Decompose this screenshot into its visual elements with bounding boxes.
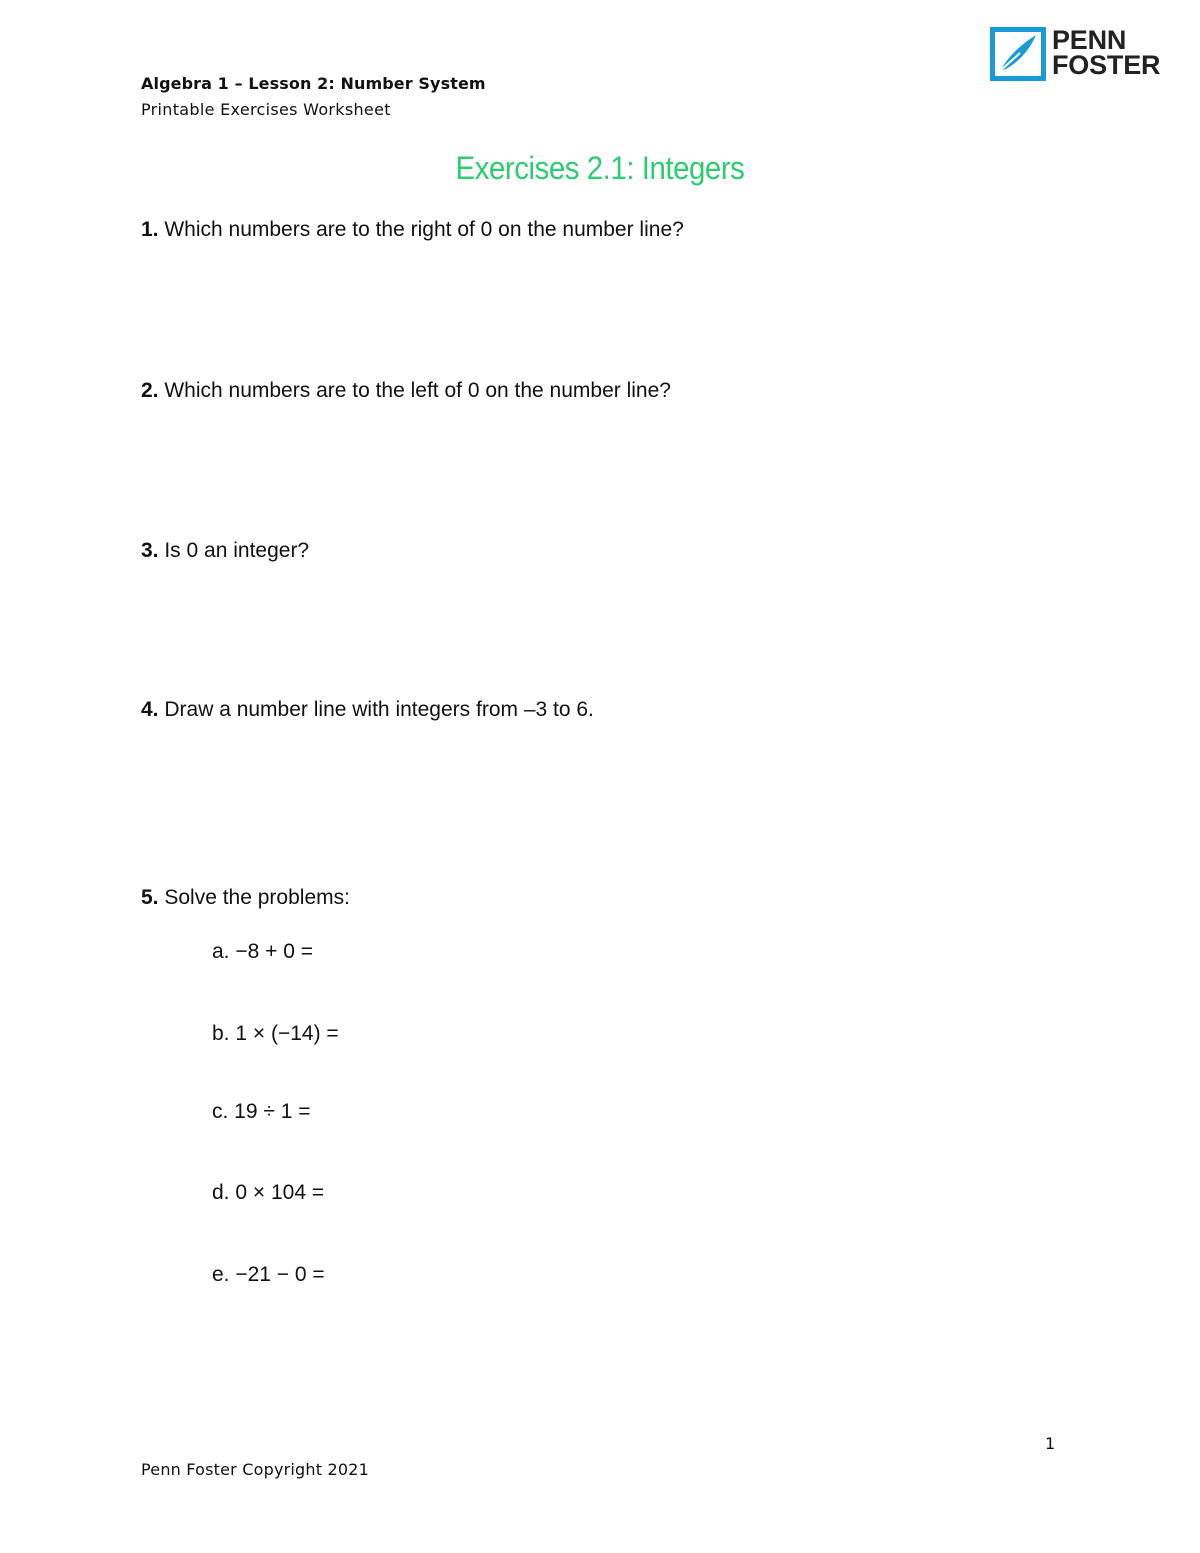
sub-problem-c: c. 19 ÷ 1 =	[212, 1100, 311, 1123]
question-text: Which numbers are to the right of 0 on the number line?	[158, 218, 684, 241]
copyright-footer: Penn Foster Copyright 2021	[141, 1460, 370, 1479]
page-number: 1	[1045, 1434, 1056, 1453]
question-text: Solve the problems:	[158, 886, 350, 909]
logo-line-2: FOSTER	[1052, 50, 1161, 80]
question-4	[141, 698, 594, 722]
lesson-title: Algebra 1 – Lesson 2: Number System	[141, 74, 486, 93]
logo-wordmark	[1052, 25, 1161, 80]
worksheet-subtitle: Printable Exercises Worksheet	[141, 100, 391, 119]
sub-problem-b: b. 1 × (−14) =	[212, 1022, 339, 1045]
question-number: 1.	[141, 218, 159, 241]
question-number: 2.	[141, 379, 159, 402]
quill-pen-icon	[990, 27, 1046, 81]
question-1	[141, 218, 684, 242]
question-text: Which numbers are to the left of 0 on the number line?	[158, 379, 671, 402]
question-text: Draw a number line with integers from –3 to 6.	[158, 698, 594, 721]
question-number: 3.	[141, 539, 159, 562]
penn-foster-logo	[990, 27, 1180, 83]
question-number: 4.	[141, 698, 159, 721]
logo-line-1: PENN	[1052, 25, 1127, 55]
question-3	[141, 539, 309, 563]
question-number: 5.	[141, 886, 159, 909]
sub-problem-e: e. −21 − 0 =	[212, 1263, 325, 1286]
question-2	[141, 379, 671, 403]
exercise-title: Exercises 2.1: Integers	[455, 150, 745, 186]
question-text: Is 0 an integer?	[158, 539, 310, 562]
question-5	[141, 886, 350, 910]
sub-problem-a: a. −8 + 0 =	[212, 940, 314, 963]
sub-problem-d: d. 0 × 104 =	[212, 1181, 325, 1204]
